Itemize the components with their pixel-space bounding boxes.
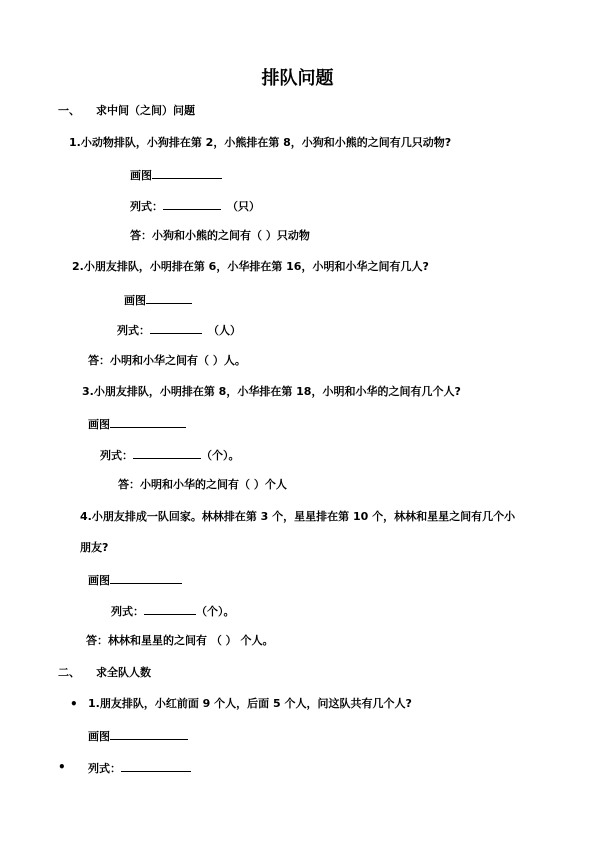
- question-4-answer: 答：林林和星星的之间有 （ ） 个人。: [86, 634, 274, 647]
- question-4-formula: [111, 603, 235, 619]
- question-5-drawing: [88, 728, 188, 744]
- question-2-answer: 答：小明和小华之间有（ ）人。: [88, 354, 246, 367]
- formula-blank[interactable]: [150, 322, 202, 334]
- question-1-formula: [130, 198, 260, 214]
- question-5-text: 1.朋友排队，小红前面 9 个人，后面 5 个人，问这队共有几个人?: [88, 697, 412, 710]
- section-1-heading: [58, 104, 195, 118]
- question-3-formula: [100, 447, 240, 463]
- drawing-blank[interactable]: [146, 292, 192, 304]
- drawing-label: 画图: [130, 169, 152, 182]
- section-1-number: 一、: [58, 104, 80, 117]
- formula-unit: （个）。: [196, 605, 235, 618]
- drawing-label: 画图: [124, 294, 146, 307]
- drawing-blank[interactable]: [110, 572, 182, 584]
- question-2-text: 2.小朋友排队，小明排在第 6，小华排在第 16，小明和小华之间有几人?: [72, 260, 429, 273]
- section-2-title: 求全队人数: [96, 666, 151, 679]
- formula-blank[interactable]: [121, 760, 191, 772]
- section-2-number: 二、: [58, 666, 80, 679]
- formula-label: 列式：: [100, 449, 133, 462]
- drawing-blank[interactable]: [110, 728, 188, 740]
- question-2-drawing: [124, 292, 192, 308]
- page-title: 排队问题: [261, 68, 334, 89]
- formula-label: 列式：: [117, 324, 150, 337]
- formula-label: 列式：: [130, 200, 163, 213]
- drawing-blank[interactable]: [152, 167, 222, 179]
- formula-blank[interactable]: [163, 198, 221, 210]
- question-2-formula: [117, 322, 241, 338]
- formula-label: 列式：: [111, 605, 144, 618]
- formula-label: 列式：: [88, 762, 121, 775]
- drawing-label: 画图: [88, 418, 110, 431]
- bullet-icon: •: [58, 760, 66, 774]
- bullet-icon: •: [70, 697, 78, 711]
- formula-unit: （只）: [227, 200, 260, 213]
- section-2-heading: [58, 666, 151, 680]
- drawing-label: 画图: [88, 574, 110, 587]
- question-3-text: 3.小朋友排队，小明排在第 8，小华排在第 18，小明和小华的之间有几个人?: [82, 385, 461, 398]
- drawing-blank[interactable]: [110, 416, 186, 428]
- formula-blank[interactable]: [133, 447, 201, 459]
- question-1-text: 1.小动物排队，小狗排在第 2，小熊排在第 8，小狗和小熊的之间有几只动物?: [69, 136, 452, 149]
- question-4-drawing: [88, 572, 182, 588]
- question-3-answer: 答：小明和小华的之间有（ ）个人: [118, 478, 287, 491]
- formula-unit: （个）。: [201, 449, 240, 462]
- question-3-drawing: [88, 416, 186, 432]
- question-4-text-line-2: 朋友?: [80, 541, 109, 554]
- section-1-title: 求中间（之间）问题: [96, 104, 195, 117]
- formula-blank[interactable]: [144, 603, 196, 615]
- drawing-label: 画图: [88, 730, 110, 743]
- question-4-text-line-1: 4.小朋友排成一队回家。林林排在第 3 个，星星排在第 10 个，林林和星星之间有几个小: [80, 510, 516, 523]
- question-6-formula: [88, 760, 191, 776]
- question-1-drawing: [130, 167, 222, 183]
- formula-unit: （人）: [208, 324, 241, 337]
- question-1-answer: 答：小狗和小熊的之间有（ ）只动物: [130, 229, 310, 242]
